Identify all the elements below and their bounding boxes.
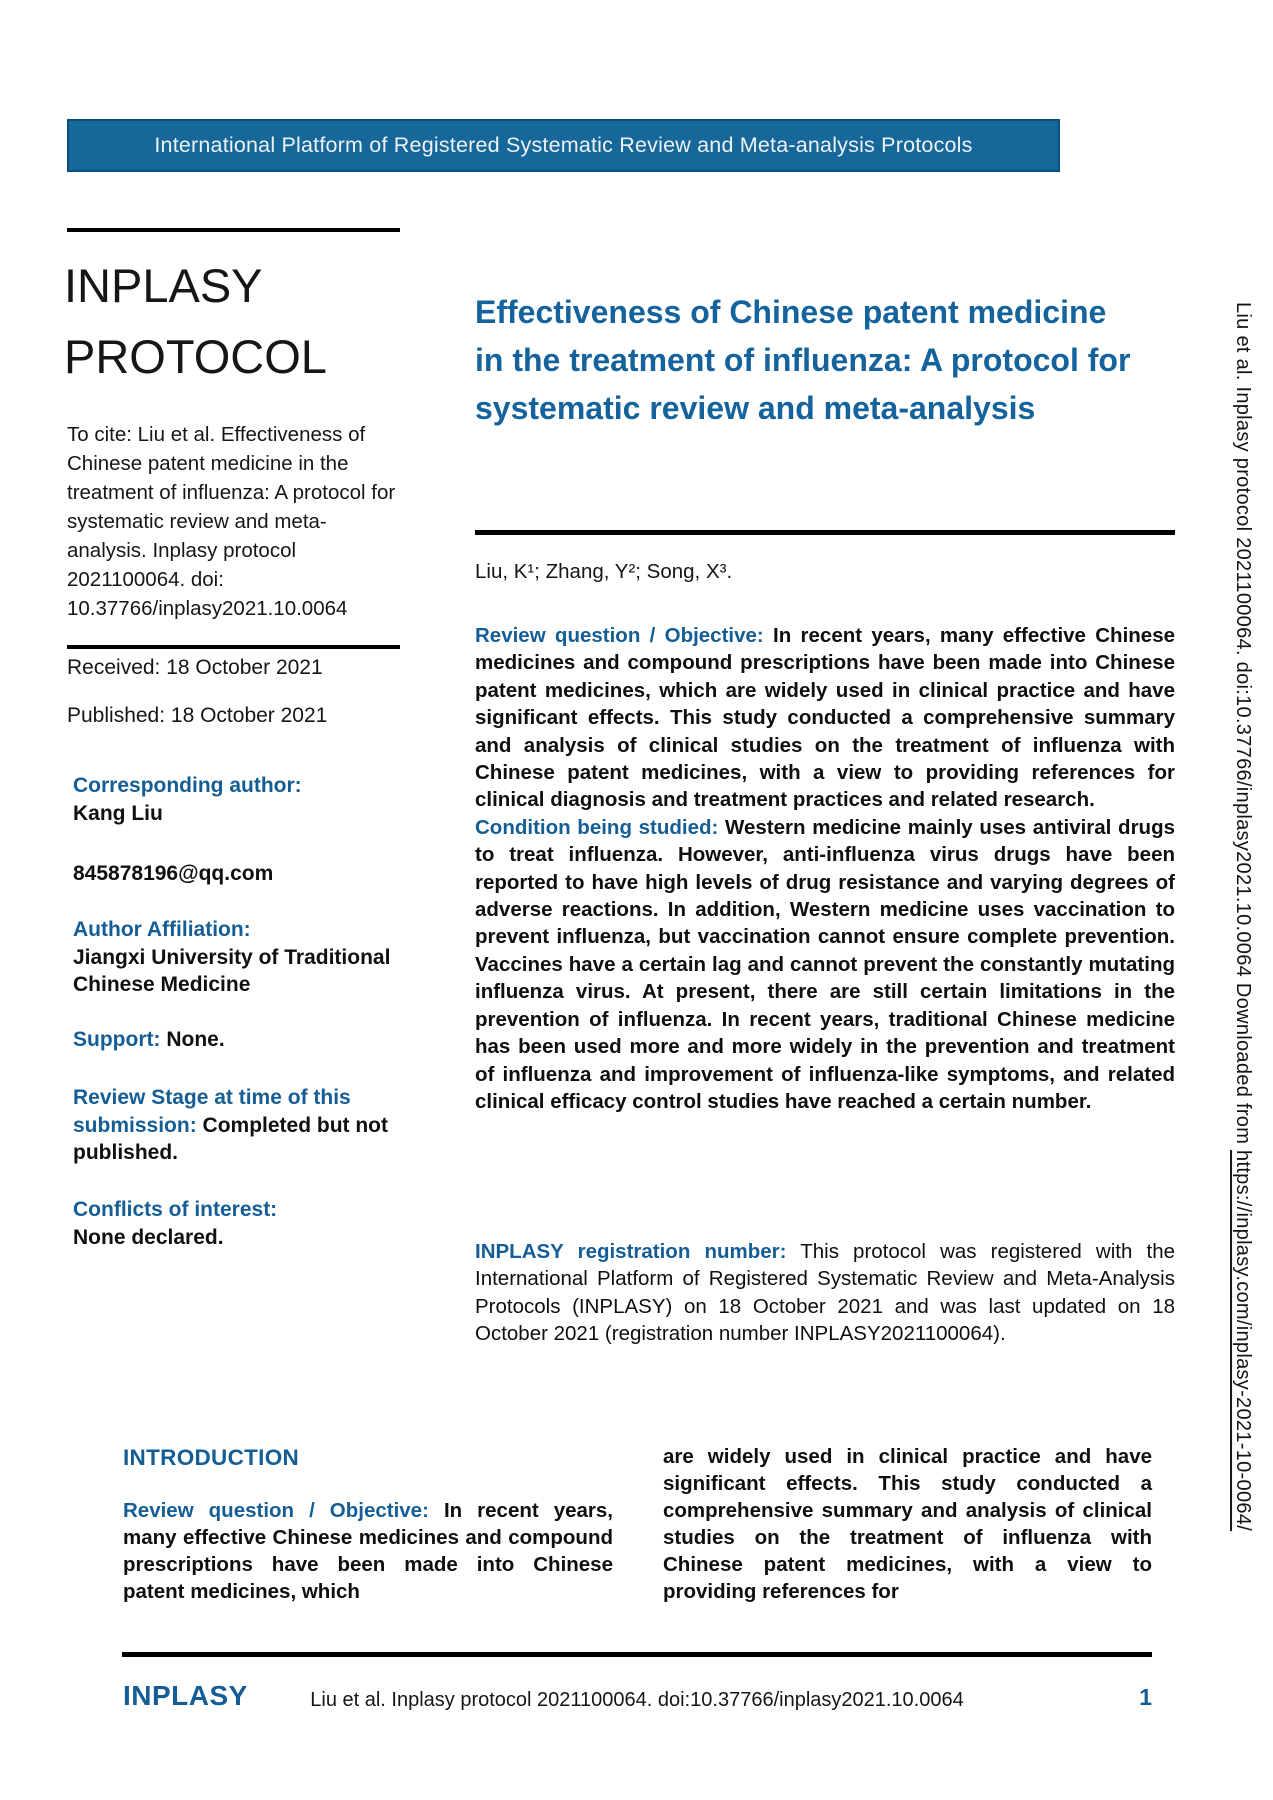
- footer-citation: Liu et al. Inplasy protocol 2021100064. doi:10.37766/inplasy2021.10.0064: [310, 1689, 964, 1711]
- sidebar-vertical-citation: [1231, 302, 1254, 1632]
- review-stage-block: [73, 1084, 405, 1167]
- to-cite-text: To cite: Liu et al. Effectiveness of Chinese patent medicine in the treatment of influenza: A protocol for systematic review and meta-analysis. Inplasy protocol 2021100064. doi: 10.37766/inplasy2021.10.0064: [67, 423, 396, 620]
- article-title: Effectiveness of Chinese patent medicine in the treatment of influenza: A protocol for systematic review and meta-analysis: [475, 294, 1131, 426]
- conflicts-block: [73, 1196, 405, 1251]
- affiliation-block: [73, 916, 405, 999]
- corresponding-author-email: 845878196@qq.com: [73, 862, 274, 885]
- review-objective-label: Review question / Objective:: [475, 624, 764, 647]
- masthead-line2: PROTOCOL: [64, 330, 327, 383]
- introduction-left-column: [123, 1445, 613, 1626]
- author-list: Liu, K¹; Zhang, Y²; Song, X³.: [475, 560, 733, 583]
- review-objective-paragraph: [475, 622, 1175, 814]
- footer-logo: INPLASY: [123, 1680, 248, 1711]
- masthead: [64, 250, 327, 392]
- registration-label: INPLASY registration number:: [475, 1240, 787, 1263]
- condition-paragraph: [475, 814, 1175, 1115]
- conflicts-value: None declared.: [73, 1225, 224, 1249]
- corresponding-author-block: [73, 772, 405, 827]
- left-top-rule: [67, 228, 400, 232]
- platform-banner-text: International Platform of Registered Systematic Review and Meta-analysis Protocols: [154, 133, 973, 157]
- introduction-left-text: In recent years, many effective Chinese medicines and compound prescriptions have been made into Chinese patent medicines, which: [123, 1499, 613, 1603]
- review-objective-text: In recent years, many effective Chinese medicines and compound prescriptions have been made into Chinese patent medicines, which are widely used in clinical practice and have significant effects. This study conducted a comprehensive summary and analysis of clinical studies on the treatment of influenza with Chinese patent medicines, with a view to providing references for clinical diagnosis and treatment practices and related research.: [475, 624, 1175, 812]
- introduction-objective-label: Review question / Objective:: [123, 1499, 429, 1522]
- condition-label: Condition being studied:: [475, 815, 719, 839]
- registration-text: This protocol was registered with the International Platform of Registered Systematic Review and Meta-Analysis Protocols (INPLASY) on 18 October 2021 and was last updated on 18 October 2021 (registration number INPLASY2021100064).: [475, 1240, 1175, 1346]
- review-stage-label: Review Stage at time of this submission:: [73, 1086, 351, 1137]
- corresponding-author-label: Corresponding author:: [73, 774, 302, 797]
- introduction-heading: INTRODUCTION: [123, 1445, 300, 1470]
- registration-paragraph: [475, 1238, 1175, 1348]
- title-rule: [475, 530, 1175, 535]
- page-number: 1: [1139, 1684, 1152, 1710]
- platform-banner: [67, 119, 1060, 172]
- introduction-paragraph-right: are widely used in clinical practice and have significant effects. This study conducted a comprehensive summary and analysis of clinical studies on the treatment of influenza with Chinese patent medicines, with a view to providing references for: [663, 1445, 1152, 1603]
- affiliation-label: Author Affiliation:: [73, 918, 251, 941]
- masthead-line1: INPLASY: [64, 259, 263, 312]
- support-label: Support:: [73, 1028, 161, 1051]
- footer-rule: [122, 1652, 1152, 1657]
- published-date: Published: 18 October 2021: [67, 704, 328, 727]
- sidebar-citation-text: Liu et al. Inplasy protocol 2021100064. doi:10.37766/inplasy2021.10.0064 Downloaded from: [1232, 302, 1254, 1151]
- support-value: None.: [166, 1028, 225, 1051]
- registration-block: [475, 1238, 1175, 1348]
- received-date: Received: 18 October 2021: [67, 656, 323, 679]
- review-stage-value: Completed but not published.: [73, 1113, 389, 1164]
- affiliation-name: Jiangxi University of Traditional Chinese Medicine: [73, 945, 391, 996]
- corresponding-author-name: Kang Liu: [73, 801, 163, 825]
- introduction-paragraph-left: [123, 1497, 613, 1605]
- left-middle-rule: [67, 645, 400, 649]
- conflicts-label: Conflicts of interest:: [73, 1198, 278, 1221]
- condition-text: Western medicine mainly uses antiviral drugs to treat influenza. However, anti-influenza virus drugs have been reported to have high levels of drug resistance and varying degrees of adverse reactions. In addition, Western medicine uses vaccination to prevent influenza, but vaccination cannot ensure complete prevention. Vaccines have a certain lag and cannot prevent the constantly mutating influenza virus. At present, there are still certain limitations in the prevention of influenza. In recent years, traditional Chinese medicine has been used more and more widely in the prevention and treatment of influenza and improvement of influenza-like symptoms, and related clinical efficacy control studies have reached a certain number.: [475, 815, 1175, 1113]
- support-block: [73, 1026, 405, 1054]
- abstract-paragraphs: [475, 622, 1175, 1115]
- sidebar-download-link[interactable]: https://inplasy.com/inplasy-2021-10-0064/: [1232, 1150, 1254, 1532]
